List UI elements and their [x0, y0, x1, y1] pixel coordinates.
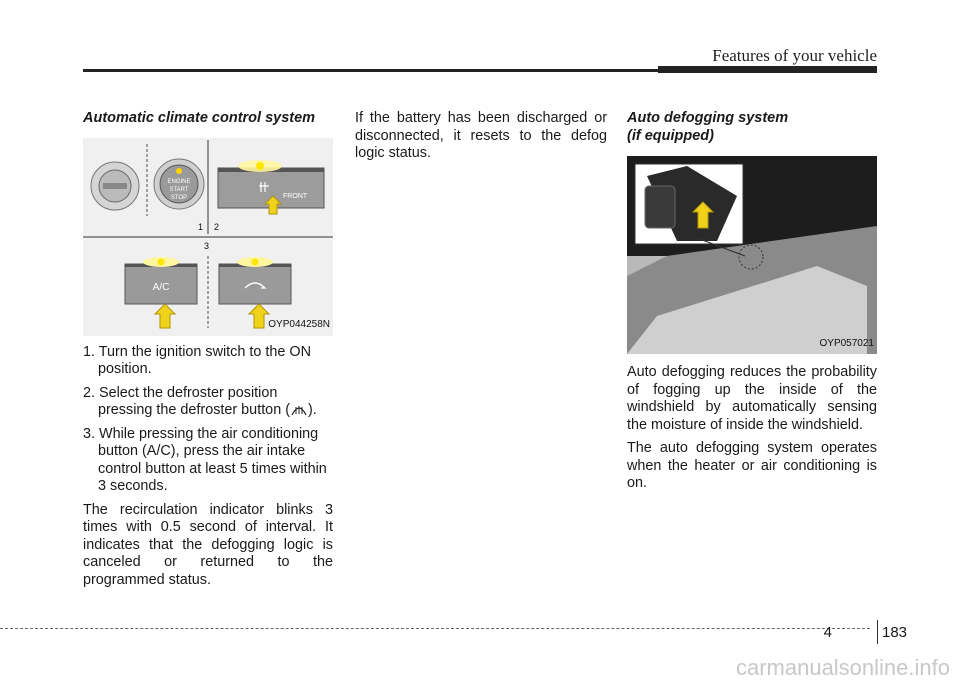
column-right — [627, 110, 877, 499]
auto-defog-operation: The auto defogging system operates when the heater or air conditioning is on. — [627, 440, 877, 491]
start-label-2: START — [169, 186, 189, 193]
heading-line-2: (if equipped) — [627, 127, 714, 144]
figure-code: OYP057021 — [819, 337, 874, 349]
page-number-divider — [877, 620, 878, 644]
windshield-figure — [627, 156, 877, 354]
heading-line-1: Auto defogging system — [627, 110, 789, 126]
header-rule-accent — [658, 66, 877, 73]
page-header-title: Features of your vehicle — [712, 46, 877, 65]
ac-label: A/C — [152, 281, 170, 293]
column-middle — [355, 110, 607, 169]
recirculation-note: The recirculation indicator blinks 3 times with 0.5 second of interval. It indicates that the defogging logic is canceled or returned to the programmed status. — [83, 501, 333, 588]
header-rule — [83, 69, 658, 72]
auto-defog-description: Auto defogging reduces the probability of fogging up the inside of the windshield by automatically sensing the moisture of inside the windshield. — [627, 364, 877, 433]
defroster-icon — [290, 403, 308, 417]
climate-figure — [83, 138, 333, 336]
step-2-end: ). — [307, 402, 317, 418]
label-2: 2 — [214, 221, 220, 232]
start-label-3: STOP — [170, 194, 188, 201]
column-left — [83, 110, 333, 595]
section-heading: Automatic climate control system — [83, 110, 316, 126]
steps-list — [83, 344, 333, 496]
step-3: 3. While pressing the air conditioning button (A/C), press the air intake control button at least 5 times within 3 seconds. — [83, 425, 327, 494]
battery-note: If the battery has been discharged or disconnected, it resets to the defog logic status. — [355, 110, 607, 161]
watermark: carmanualsonline.info — [735, 655, 950, 680]
windshield-illustration — [627, 156, 877, 354]
section-heading-auto-defog — [627, 110, 877, 145]
label-3: 3 — [204, 240, 210, 251]
page-number: 183 — [882, 624, 908, 641]
figure-code: OYP044258N — [268, 319, 330, 330]
chapter-number: 4 — [823, 624, 832, 641]
step-2 — [83, 385, 333, 420]
climate-figure-illustration — [83, 138, 333, 336]
start-label-1: ENGINE — [167, 178, 191, 185]
step-1: 1. Turn the ignition switch to the ON position. — [83, 343, 311, 377]
label-1: 1 — [198, 221, 204, 232]
footer-rule — [0, 628, 870, 629]
step-2-text: 2. Select the defroster position pressing the defroster button ( — [83, 384, 290, 418]
front-label: FRONT — [283, 192, 308, 200]
